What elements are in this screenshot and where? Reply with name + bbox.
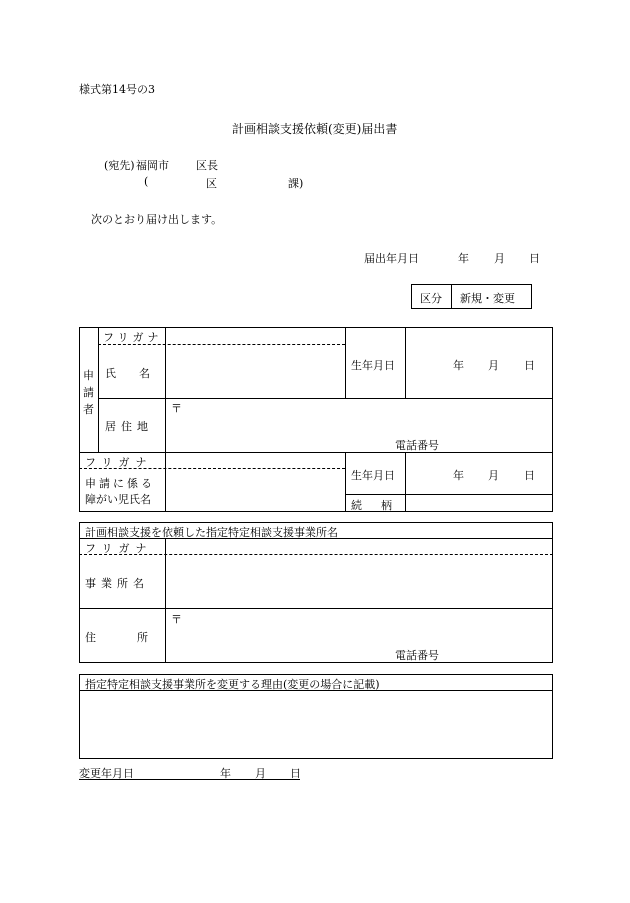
submission-date-year[interactable]: 年	[458, 252, 469, 265]
child-birth-day[interactable]: 日	[524, 469, 535, 482]
provider-office-name-label: 事業所名	[85, 577, 149, 590]
child-birth-month[interactable]: 月	[488, 469, 499, 482]
provider-office-name-field[interactable]	[166, 556, 552, 607]
reason-header: 指定特定相談支援事業所を変更する理由(変更の場合に記載)	[85, 678, 380, 691]
applicant-birth-day[interactable]: 日	[524, 359, 535, 372]
child-name-field[interactable]	[166, 470, 344, 511]
child-name-label-line1: 申請に係る	[85, 477, 155, 490]
change-date-day[interactable]: 日	[290, 767, 301, 780]
provider-address-label: 住 所	[85, 631, 163, 644]
applicant-furigana-field[interactable]	[166, 328, 344, 343]
applicant-section-char-1: 申	[83, 369, 94, 382]
applicant-section-char-3: 者	[83, 403, 94, 416]
addressee-ward: 区	[206, 177, 217, 190]
applicant-name-field[interactable]	[166, 346, 344, 397]
applicant-phone-label: 電話番号	[395, 439, 439, 452]
provider-furigana-field[interactable]	[166, 539, 552, 553]
provider-address-field[interactable]	[166, 624, 552, 646]
submission-date-month[interactable]: 月	[494, 252, 505, 265]
submission-date-day[interactable]: 日	[529, 252, 540, 265]
change-date-year[interactable]: 年	[220, 767, 231, 780]
submission-date-label: 届出年月日	[364, 252, 419, 265]
applicant-birth-year[interactable]: 年	[453, 359, 464, 372]
child-birthdate-label: 生年月日	[351, 469, 395, 482]
child-birth-year[interactable]: 年	[453, 469, 464, 482]
provider-phone-label: 電話番号	[395, 649, 439, 662]
form-number: 様式第14号の3	[79, 83, 155, 96]
applicant-birth-month[interactable]: 月	[488, 359, 499, 372]
child-furigana-field[interactable]	[166, 453, 344, 467]
applicant-birthdate-label: 生年月日	[351, 359, 395, 372]
change-date-label: 変更年月日	[79, 767, 134, 780]
category-label: 区分	[420, 292, 442, 305]
addressee-city: 福岡市	[136, 159, 169, 172]
applicant-address-label: 居住地	[105, 420, 153, 433]
applicant-furigana-label: フリガナ	[103, 331, 163, 344]
addressee-prefix: (宛先)	[104, 159, 135, 172]
provider-postal-mark: 〒	[171, 613, 182, 626]
child-relationship-field[interactable]	[406, 495, 552, 511]
addressee-ward-head: 区長	[196, 159, 218, 172]
child-name-label-line2: 障がい児氏名	[85, 493, 151, 506]
category-value[interactable]: 新規・変更	[460, 292, 515, 305]
page-title: 計画相談支援依頼(変更)届出書	[232, 122, 398, 136]
provider-furigana-label: フリガナ	[85, 542, 153, 555]
applicant-section-char-2: 請	[83, 386, 94, 399]
child-furigana-label: フリガナ	[85, 456, 153, 469]
applicant-postal-mark: 〒	[171, 402, 182, 415]
addressee-section: 課)	[288, 177, 304, 190]
provider-header: 計画相談支援を依頼した指定特定相談支援事業所名	[85, 526, 338, 539]
intro-text: 次のとおり届け出します。	[91, 213, 223, 226]
applicant-name-label: 氏 名	[105, 367, 156, 380]
applicant-address-field[interactable]	[166, 412, 552, 436]
change-date-month[interactable]: 月	[255, 767, 266, 780]
reason-field[interactable]	[80, 691, 552, 758]
child-relationship-label: 続 柄	[351, 499, 396, 512]
addressee-paren-open: (	[144, 175, 149, 188]
